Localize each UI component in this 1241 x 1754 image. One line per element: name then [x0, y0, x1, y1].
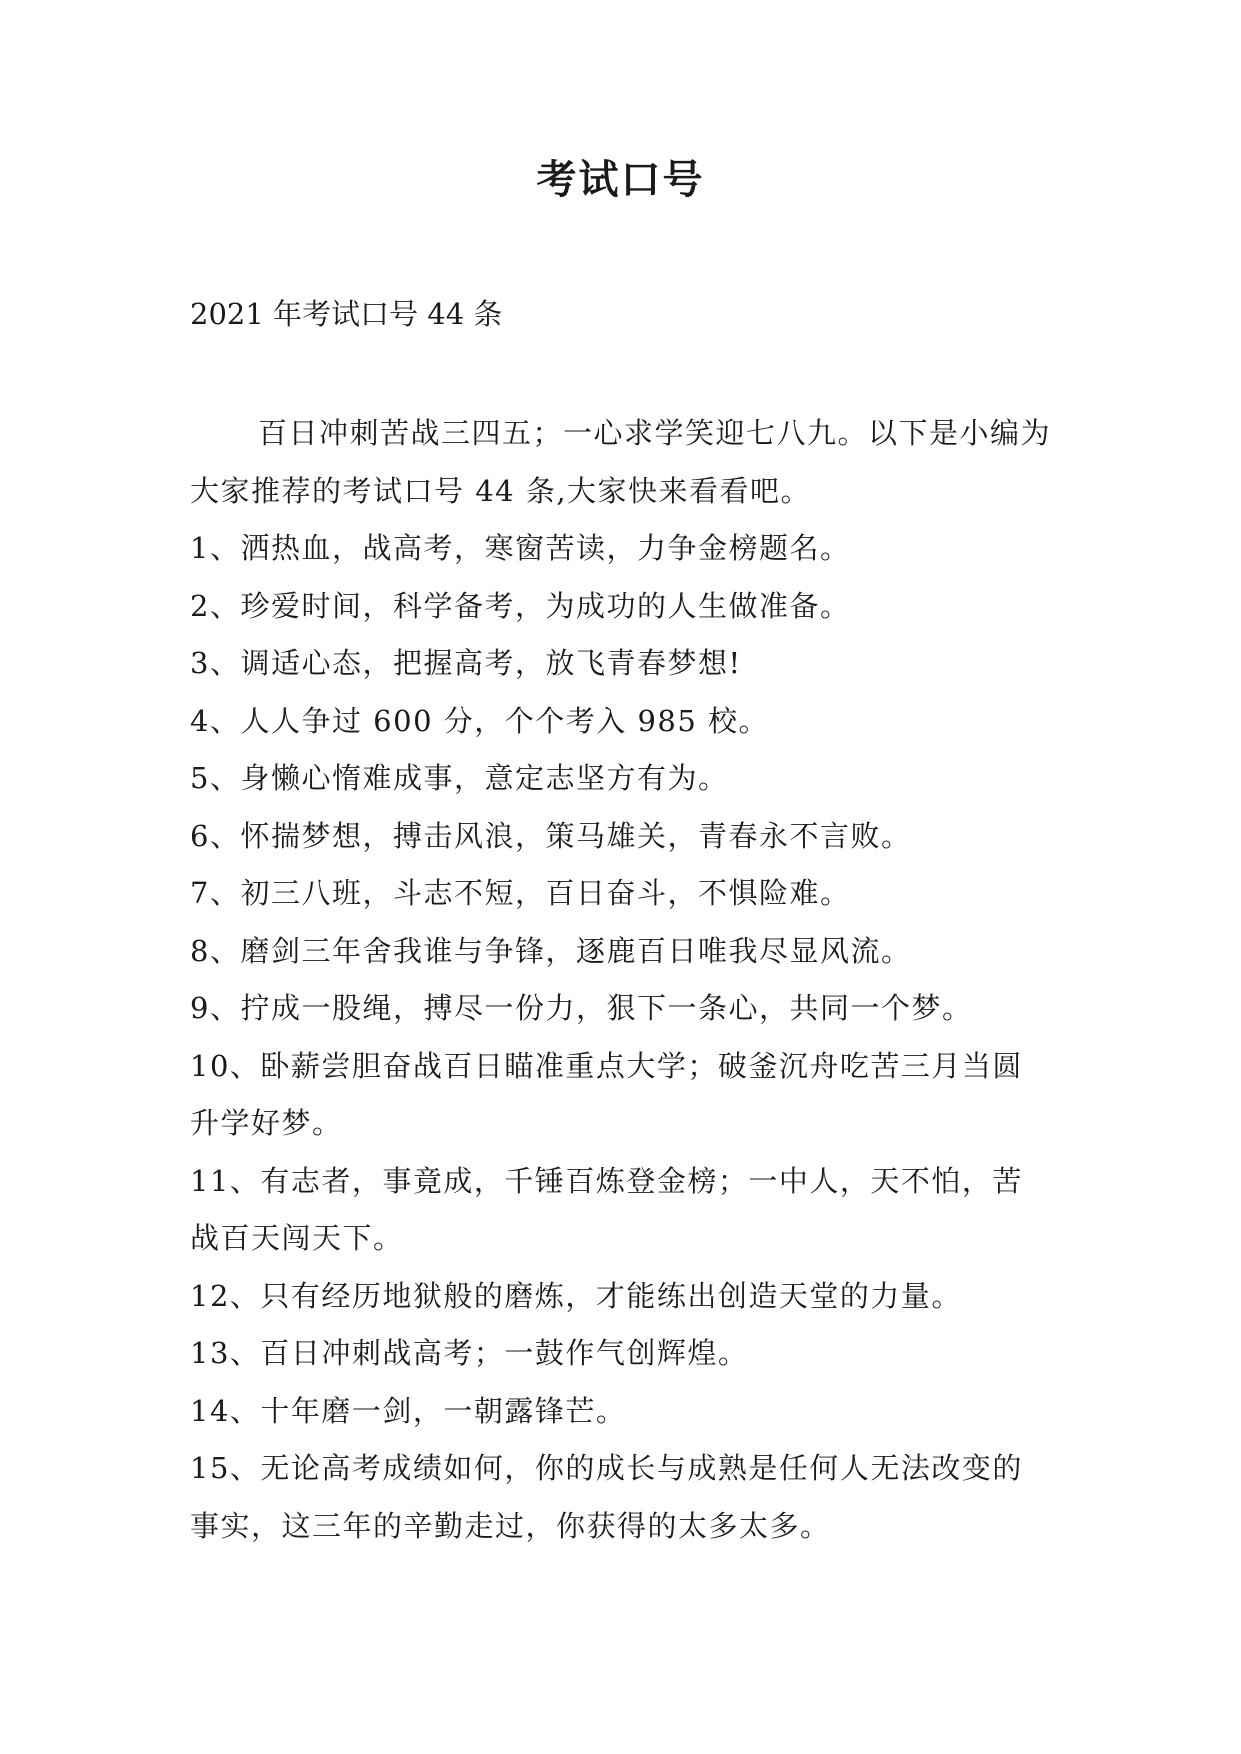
slogan-item-10: 10、卧薪尝胆奋战百日瞄准重点大学；破釜沉舟吃苦三月当圆升学好梦。	[190, 1048, 1023, 1140]
slogan-item-6: 6、怀揣梦想，搏击风浪，策马雄关，青春永不言败。	[190, 818, 912, 853]
slogan-item-13: 13、百日冲刺战高考；一鼓作气创辉煌。	[190, 1336, 749, 1370]
document-title: 考试口号	[536, 157, 705, 203]
slogan-item-4: 4、人人争过 600 分，个个考入 985 校。	[190, 703, 770, 738]
slogan-item-11: 11、有志者，事竟成，千锤百炼登金榜；一中人，天不怕，苦战百天闯天下。	[190, 1163, 1023, 1255]
slogan-item-14: 14、十年磨一剑，一朝露锋芒。	[190, 1393, 627, 1428]
document-subtitle: 2021 年考试口号 44 条	[190, 297, 503, 331]
slogan-item-8: 8、磨剑三年舍我谁与争锋，逐鹿百日唯我尽显风流。	[190, 933, 912, 968]
slogan-item-1: 1、洒热血，战高考，寒窗苦读，力争金榜题名。	[190, 531, 851, 565]
slogan-item-5: 5、身懒心惰难成事，意定志坚方有为。	[190, 761, 729, 795]
slogan-item-15: 15、无论高考成绩如何，你的成长与成熟是任何人无法改变的事实，这三年的辛勤走过，你获得的太多太多。	[190, 1451, 1023, 1543]
slogan-item-2: 2、珍爱时间，科学备考，为成功的人生做准备。	[190, 588, 851, 623]
intro-paragraph: 百日冲刺苦战三四五；一心求学笑迎七八九。以下是小编为大家推荐的考试口号 44 条,大家快来看看吧。	[190, 416, 1052, 508]
slogan-item-3: 3、调适心态，把握高考，放飞青春梦想!	[190, 646, 742, 680]
slogan-item-7: 7、初三八班，斗志不短，百日奋斗，不惧险难。	[190, 876, 851, 910]
slogan-item-12: 12、只有经历地狱般的磨炼，才能练出创造天堂的力量。	[190, 1278, 962, 1313]
document-body	[190, 405, 1052, 1555]
slogan-item-9: 9、拧成一股绳，搏尽一份力，狠下一条心，共同一个梦。	[190, 991, 973, 1025]
